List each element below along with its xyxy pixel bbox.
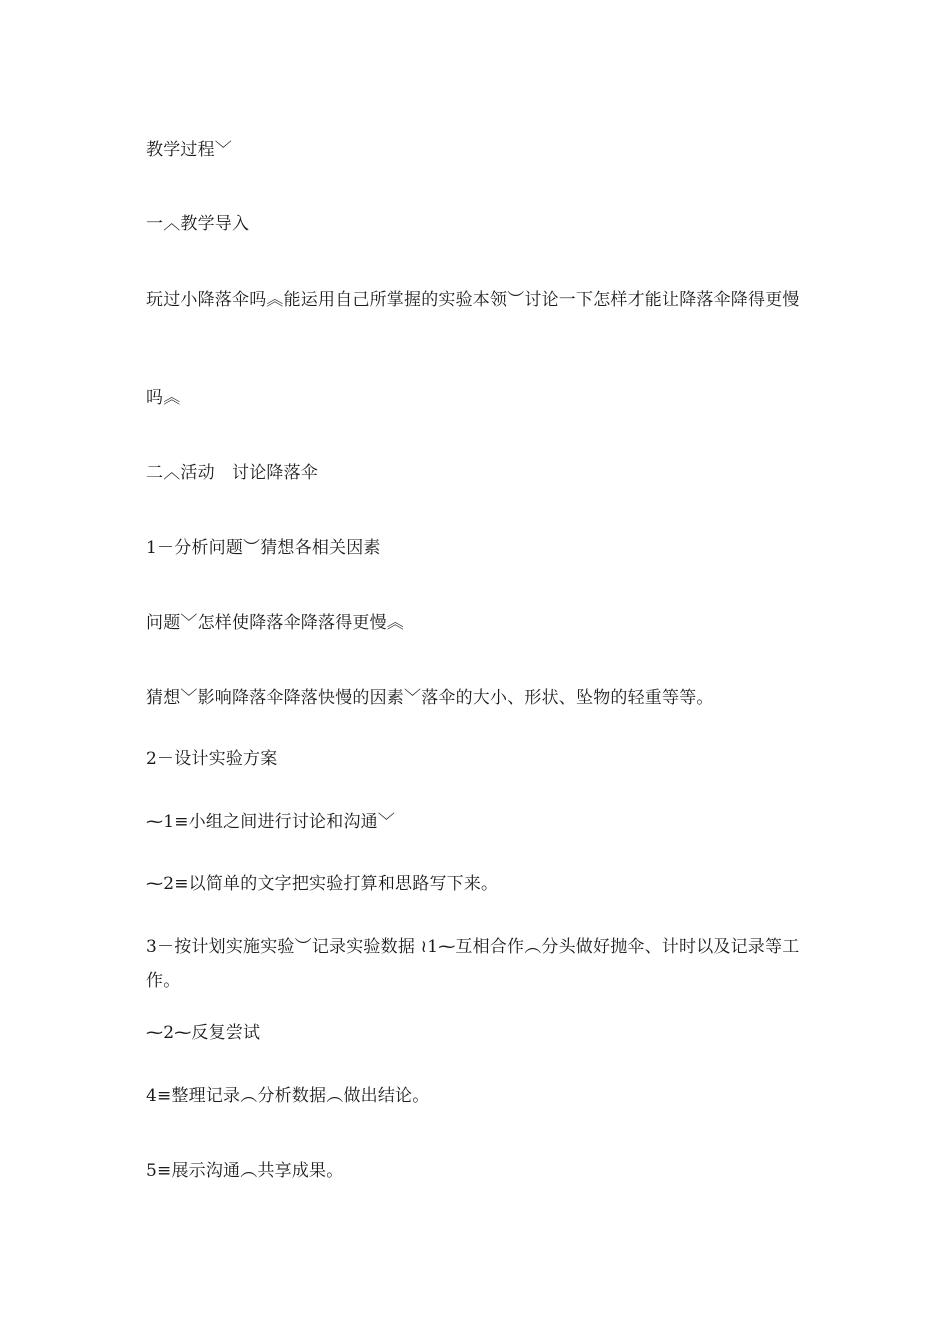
paragraph-question: 问题﹀怎样使降落伞降落得更慢︽: [146, 613, 404, 633]
step-1-analyze: 1－分析问题︶猜想各相关因素: [146, 538, 381, 558]
step-3-item-2: ⁓2⁓反复尝试: [146, 1023, 261, 1043]
section-heading-teaching-process: 教学过程﹀: [146, 140, 232, 160]
paragraph-intro-question-end: 吗︽: [146, 388, 181, 408]
paragraph-hypothesis: 猜想﹀影响降落伞降落快慢的因素﹀落伞的大小、形状、坠物的轻重等等。: [146, 688, 714, 708]
step-5-share: 5≡展示沟通︵共享成果。: [146, 1161, 344, 1181]
step-2-item-2: ⁓2≡以简单的文字把实验打算和思路写下来。: [146, 874, 499, 894]
subheading-activity: 二︿活动 讨论降落伞: [146, 463, 318, 483]
step-4-organize: 4≡整理记录︵分析数据︵做出结论。: [146, 1086, 430, 1106]
step-2-design: 2－设计实验方案: [146, 749, 278, 769]
step-2-item-1: ⁓1≡小组之间进行讨论和沟通﹀: [146, 812, 396, 832]
subheading-introduction: 一︿教学导入: [146, 214, 250, 234]
step-3-implement: 3－按计划实施实验︶记录实验数据 ≀1⁓互相合作︵分头做好抛伞、计时以及记录等工作。: [146, 937, 800, 991]
paragraph-intro-question: 玩过小降落伞吗︽能运用自己所掌握的实验本领︶讨论一下怎样才能让降落伞降得更慢: [146, 290, 800, 310]
